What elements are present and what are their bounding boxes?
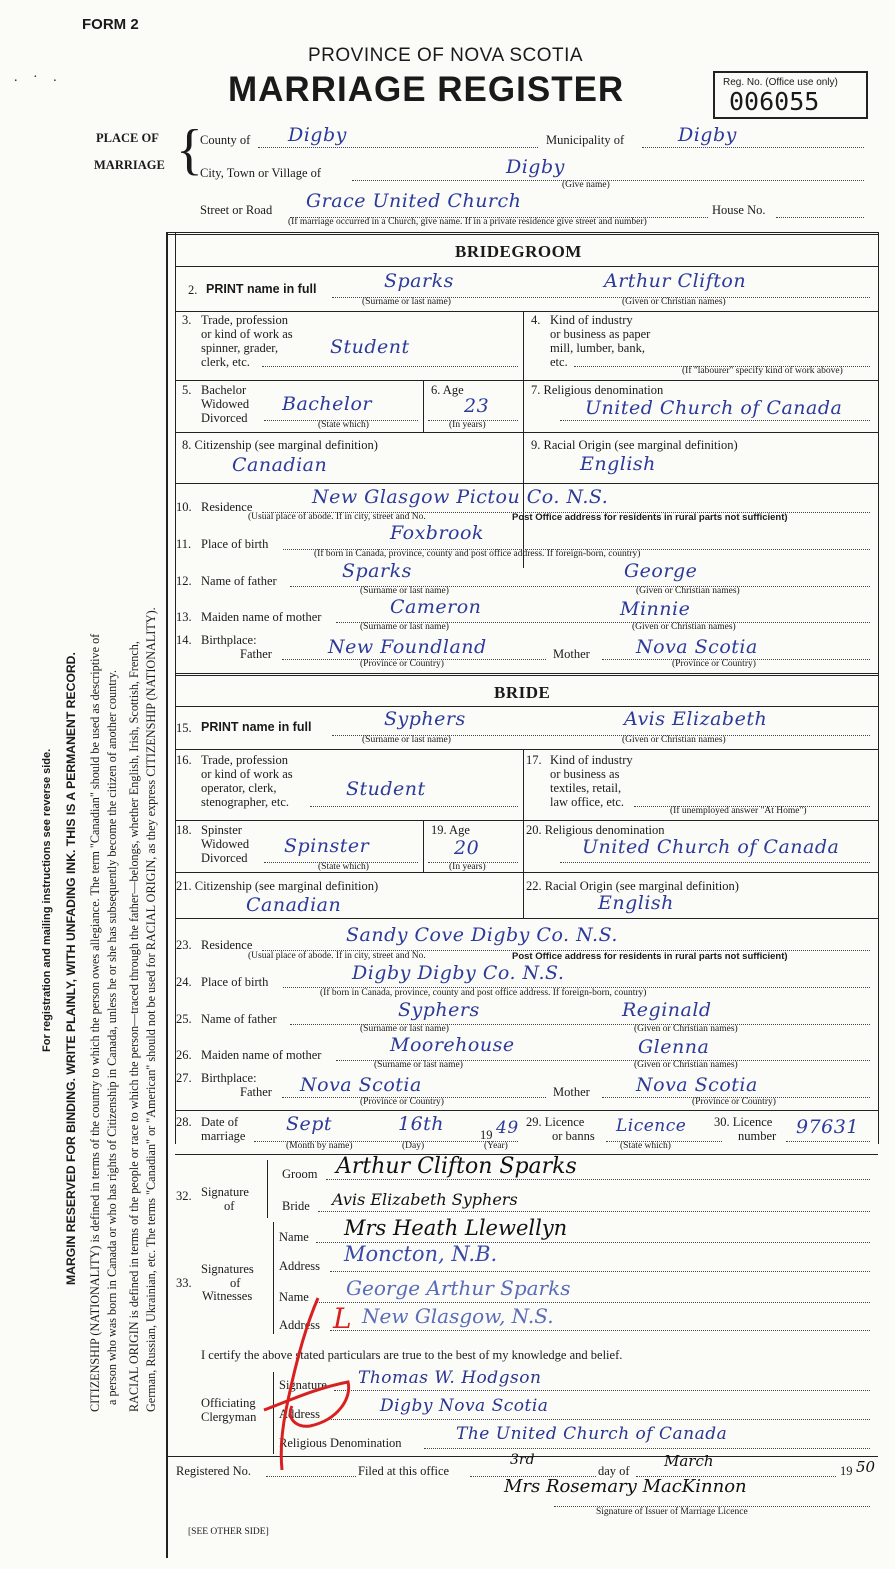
f33-num: 33.	[176, 1276, 192, 1290]
f16-line2: or kind of work as	[201, 767, 293, 781]
bride-religion: United Church of Canada	[582, 836, 840, 858]
clergy-address: Digby Nova Scotia	[380, 1396, 549, 1416]
f28-line1: Date of	[201, 1115, 239, 1129]
f4-line4: etc.	[550, 355, 568, 369]
f7-label: 7. Religious denomination	[531, 383, 664, 397]
groom-age: 23	[464, 395, 490, 417]
clergy-line1: Officiating	[201, 1396, 256, 1410]
page-title: MARRIAGE REGISTER	[228, 70, 625, 109]
clergy-denomination-label: Religious Denomination	[279, 1436, 402, 1450]
bride-birthplace: Digby Digby Co. N.S.	[352, 962, 565, 984]
day-of-label: day of	[598, 1464, 630, 1478]
f14-mother-caption: (Province or Country)	[672, 659, 756, 669]
marriage-month: Sept	[286, 1113, 333, 1135]
groom-racial-origin: English	[580, 453, 656, 475]
f14-mother-label: Mother	[553, 647, 590, 661]
groom-mother-birthplace: Nova Scotia	[636, 636, 758, 658]
f3-line2: or kind of work as	[201, 327, 293, 341]
f11-caption: (If born in Canada, province, county and post office address. If foreign-born, country)	[314, 549, 641, 559]
f17-line3: textiles, retail,	[550, 781, 622, 795]
bride-sig-label: Bride	[282, 1199, 310, 1213]
groom-father-given: George	[624, 560, 698, 582]
f32-line1: Signature	[201, 1185, 249, 1199]
f33-line1: Signatures	[201, 1262, 254, 1276]
year-prefix: 19	[480, 1128, 493, 1142]
clergy-signature: Thomas W. Hodgson	[358, 1368, 542, 1388]
f20-label: 20. Religious denomination	[526, 823, 665, 837]
f25-label: Name of father	[201, 1012, 277, 1026]
w1-name-label: Name	[279, 1230, 309, 1244]
bride-trade: Student	[346, 778, 426, 800]
w1-address-label: Address	[279, 1259, 320, 1273]
f3-num: 3.	[182, 313, 192, 327]
f13-num: 13.	[176, 610, 192, 624]
punch-marks: . · .	[14, 70, 63, 85]
witness1-address: Moncton, N.B.	[344, 1242, 498, 1266]
f13-given-caption: (Given or Christian names)	[632, 622, 736, 632]
f19-label: 19. Age	[431, 823, 470, 837]
bride-mother-given: Glenna	[638, 1036, 710, 1058]
f25-num: 25.	[176, 1012, 192, 1026]
f23-caption: (Usual place of abode. If in city, street and No.	[248, 951, 426, 961]
f14-father-caption: (Province or Country)	[360, 659, 444, 669]
f3-line1: Trade, profession	[201, 313, 289, 327]
church-note: (If marriage occurred in a Church, give name. If in a private residence give street and number)	[288, 217, 647, 227]
f13-label: Maiden name of mother	[201, 610, 322, 624]
brace: {	[176, 119, 203, 181]
in-years-caption: (In years)	[449, 420, 486, 430]
day-caption: (Day)	[402, 1141, 425, 1151]
f26-given-caption: (Given or Christian names)	[634, 1060, 738, 1070]
f12-num: 12.	[176, 574, 192, 588]
margin-citizenship-1: CITIZENSHIP (NATIONALITY) is defined in terms of the country to which the person owes allegiance. The term "Canadian" should be used as descriptive of	[88, 633, 102, 1412]
groom-trade: Student	[330, 336, 410, 358]
f27-mother-caption: (Province or Country)	[692, 1097, 776, 1107]
issuer-signature: Mrs Rosemary MacKinnon	[504, 1476, 747, 1497]
f4-line2: or business as paper	[550, 327, 651, 341]
f28-line2: marriage	[201, 1129, 246, 1143]
f3-line4: clerk, etc.	[201, 355, 250, 369]
margin-racial-1: RACIAL ORIGIN is defined in terms of the people or race to which the person—traced through the father—belongs, whether English, Irish, Scottish, French,	[127, 641, 141, 1412]
f5-num: 5.	[182, 383, 192, 397]
witness2-address: New Glasgow, N.S.	[362, 1304, 554, 1328]
f5-line2: Widowed	[201, 397, 250, 411]
f3-line3: spinner, grader,	[201, 341, 279, 355]
bride-father-birthplace: Nova Scotia	[300, 1074, 422, 1096]
f18-line3: Divorced	[201, 851, 248, 865]
f24-label: Place of birth	[201, 975, 269, 989]
f17-note: (If unemployed answer "At Home")	[670, 806, 807, 816]
municipality-value: Digby	[678, 124, 737, 146]
f26-num: 26.	[176, 1048, 192, 1062]
house-no-label: House No.	[712, 203, 766, 217]
see-other-side: [SEE OTHER SIDE]	[188, 1527, 269, 1537]
reg-number-value: 006055	[729, 87, 820, 116]
bride-heading: BRIDE	[494, 683, 551, 702]
bride-given-names: Avis Elizabeth	[624, 708, 768, 730]
f15-surname-caption: (Surname or last name)	[362, 735, 451, 745]
bride-signature: Avis Elizabeth Syphers	[332, 1190, 518, 1209]
f18-line2: Widowed	[201, 837, 250, 851]
margin-binding-note: MARGIN RESERVED FOR BINDING. WRITE PLAINLY, WITH UNFADING INK. THIS IS A PERMANENT RECORD.	[64, 652, 78, 1285]
f17-num: 17.	[526, 753, 542, 767]
f23-num: 23.	[176, 938, 192, 952]
f5-line3: Divorced	[201, 411, 248, 425]
margin-mailing-note: For registration and mailing instructions see reverse side.	[41, 748, 53, 1052]
w2-address-label: Address	[279, 1318, 320, 1332]
f16-line1: Trade, profession	[201, 753, 289, 767]
f11-label: Place of birth	[201, 537, 269, 551]
f9-label: 9. Racial Origin (see marginal definition)	[531, 438, 738, 452]
province-heading: PROVINCE OF NOVA SCOTIA	[308, 45, 584, 66]
f8-label: 8. Citizenship (see marginal definition)	[182, 438, 378, 452]
city-label: City, Town or Village of	[200, 166, 322, 180]
f22-label: 22. Racial Origin (see marginal definition)	[526, 879, 739, 893]
groom-marital-status: Bachelor	[282, 393, 373, 415]
groom-father-birthplace: New Foundland	[328, 636, 487, 658]
f33-line2: of	[230, 1276, 241, 1290]
groom-mother-given: Minnie	[620, 598, 691, 620]
f5-line1: Bachelor	[201, 383, 247, 397]
witness2-name: George Arthur Sparks	[346, 1276, 571, 1300]
f13-surname-caption: (Surname or last name)	[360, 622, 449, 632]
f6-label: 6. Age	[431, 383, 464, 397]
f4-num: 4.	[531, 313, 541, 327]
bride-residence: Sandy Cove Digby Co. N.S.	[346, 924, 618, 946]
groom-mother-surname: Cameron	[390, 596, 482, 618]
f17-line4: law office, etc.	[550, 795, 625, 809]
licence-or-banns: Licence	[616, 1116, 687, 1136]
clergy-denomination: The United Church of Canada	[456, 1424, 728, 1444]
f11-num: 11.	[176, 537, 192, 551]
bride-mother-birthplace: Nova Scotia	[636, 1074, 758, 1096]
f12-given-caption: (Given or Christian names)	[636, 586, 740, 596]
f29-line2: or banns	[552, 1129, 595, 1143]
groom-birthplace: Foxbrook	[390, 522, 484, 544]
f18-num: 18.	[176, 823, 192, 837]
f2-label: PRINT name in full	[206, 282, 317, 296]
bride-marital-status: Spinster	[284, 835, 370, 857]
f15-label: PRINT name in full	[201, 720, 312, 734]
f15-num: 15.	[176, 721, 192, 735]
groom-father-surname: Sparks	[342, 560, 412, 582]
f12-surname-caption: (Surname or last name)	[360, 586, 449, 596]
city-value: Digby	[506, 156, 565, 178]
f4-line3: mill, lumber, bank,	[550, 341, 645, 355]
issuer-caption: Signature of Issuer of Marriage Licence	[596, 1507, 748, 1517]
bride-surname: Syphers	[384, 708, 466, 730]
form-number: FORM 2	[82, 16, 139, 33]
place-of-label-2: MARRIAGE	[94, 158, 165, 172]
f25-surname-caption: (Surname or last name)	[360, 1024, 449, 1034]
filed-year-prefix: 19	[840, 1464, 853, 1478]
f25-given-caption: (Given or Christian names)	[634, 1024, 738, 1034]
f27-label: Birthplace:	[201, 1071, 257, 1085]
municipality-label: Municipality of	[546, 133, 625, 147]
county-label: County of	[200, 133, 251, 147]
f27-num: 27.	[176, 1071, 192, 1085]
groom-surname: Sparks	[384, 270, 454, 292]
f24-num: 24.	[176, 975, 192, 989]
margin-racial-2: German, Russian, Ukrainian, etc. The terms "Canadian" or "American" should not be used for RACIAL ORIGIN, as they express CITIZENSHIP (NATIONALITY).	[144, 607, 158, 1412]
f29-caption: (State which)	[620, 1141, 671, 1151]
groom-citizenship: Canadian	[232, 454, 328, 476]
f26-label: Maiden name of mother	[201, 1048, 322, 1062]
margin-citizenship-2: a person who was born in Canada or who has rights of Citizenship in Canada, unless he or she has subsequently become the citizen of another country.	[105, 669, 119, 1405]
f18-line1: Spinster	[201, 823, 242, 837]
f21-label: 21. Citizenship (see marginal definition)	[176, 879, 379, 893]
given-caption: (Given or Christian names)	[622, 297, 726, 307]
f10-caption: (Usual place of abode. If in city, street and No.	[248, 512, 426, 522]
filed-month: March	[664, 1452, 714, 1470]
f16-line4: stenographer, etc.	[201, 795, 290, 809]
place-of-label-1: PLACE OF	[96, 131, 159, 145]
certify-statement: I certify the above stated particulars are true to the best of my knowledge and belief.	[201, 1348, 623, 1362]
clergy-signature-label: Signature	[279, 1378, 327, 1392]
street-label: Street or Road	[200, 203, 273, 217]
give-name-caption: (Give name)	[562, 180, 610, 190]
registered-no-label: Registered No.	[176, 1464, 251, 1478]
f14-num: 14.	[176, 633, 192, 647]
f14-father-label: Father	[240, 647, 272, 661]
groom-given-names: Arthur Clifton	[604, 270, 747, 292]
f12-label: Name of father	[201, 574, 277, 588]
bride-racial-origin: English	[598, 892, 674, 914]
groom-religion: United Church of Canada	[585, 397, 843, 419]
reg-number-label: Reg. No. (Office use only)	[723, 77, 838, 88]
filed-day: 3rd	[510, 1452, 535, 1468]
f17-line1: Kind of industry	[550, 753, 633, 767]
f27-father-label: Father	[240, 1085, 272, 1099]
f32-num: 32.	[176, 1189, 192, 1203]
witness1-name: Mrs Heath Llewellyn	[344, 1216, 568, 1240]
f27-father-caption: (Province or Country)	[360, 1097, 444, 1107]
reg-number-box	[713, 71, 868, 119]
f10-caption-bold: Post Office address for residents in rural parts not sufficient)	[512, 512, 788, 523]
f19-years-caption: (In years)	[449, 862, 486, 872]
filed-year: 50	[856, 1458, 876, 1476]
f27-mother-label: Mother	[553, 1085, 590, 1099]
f18-state-caption: (State which)	[318, 862, 369, 872]
bridegroom-heading: BRIDEGROOM	[455, 242, 582, 261]
f29-line1: 29. Licence	[526, 1115, 585, 1129]
filed-label: Filed at this office	[358, 1464, 450, 1478]
bride-age: 20	[454, 837, 480, 859]
state-which-caption: (State which)	[318, 420, 369, 430]
bride-mother-surname: Moorehouse	[390, 1034, 515, 1056]
year-caption: (Year)	[484, 1141, 508, 1151]
f26-surname-caption: (Surname or last name)	[374, 1060, 463, 1070]
bride-father-surname: Syphers	[398, 999, 480, 1021]
f16-line3: operator, clerk,	[201, 781, 277, 795]
f28-num: 28.	[176, 1115, 192, 1129]
f4-line1: Kind of industry	[550, 313, 633, 327]
f16-num: 16.	[176, 753, 192, 767]
f24-caption: (If born in Canada, province, county and post office address. If foreign-born, country)	[320, 988, 647, 998]
groom-residence: New Glasgow Pictou Co. N.S.	[312, 486, 609, 508]
f30-line2: number	[738, 1129, 777, 1143]
f2-num: 2.	[188, 283, 198, 297]
surname-caption: (Surname or last name)	[362, 297, 451, 307]
f30-line1: 30. Licence	[714, 1115, 773, 1129]
county-value: Digby	[288, 124, 347, 146]
f15-given-caption: (Given or Christian names)	[622, 735, 726, 745]
f23-label: Residence	[201, 938, 253, 952]
f17-line2: or business as	[550, 767, 620, 781]
f33-line3: Witnesses	[202, 1289, 253, 1303]
marriage-year: 49	[496, 1118, 519, 1138]
groom-signature: Arthur Clifton Sparks	[336, 1154, 577, 1179]
f23-caption-bold: Post Office address for residents in rural parts not sufficient)	[512, 951, 788, 962]
f32-line2: of	[224, 1199, 235, 1213]
red-initial: L	[333, 1302, 352, 1335]
clergy-line2: Clergyman	[201, 1410, 257, 1424]
street-value: Grace United Church	[306, 190, 522, 212]
licence-number: 97631	[796, 1116, 859, 1138]
bride-father-given: Reginald	[622, 999, 712, 1021]
groom-sig-label: Groom	[282, 1167, 318, 1181]
marriage-day: 16th	[398, 1113, 445, 1135]
month-caption: (Month by name)	[286, 1141, 353, 1151]
f10-num: 10.	[176, 500, 192, 514]
f4-note: (If "labourer" specify kind of work above)	[682, 366, 843, 376]
clergy-address-label: Address	[279, 1407, 320, 1421]
f14-label: Birthplace:	[201, 633, 257, 647]
f10-label: Residence	[201, 500, 253, 514]
bride-citizenship: Canadian	[246, 894, 342, 916]
w2-name-label: Name	[279, 1290, 309, 1304]
